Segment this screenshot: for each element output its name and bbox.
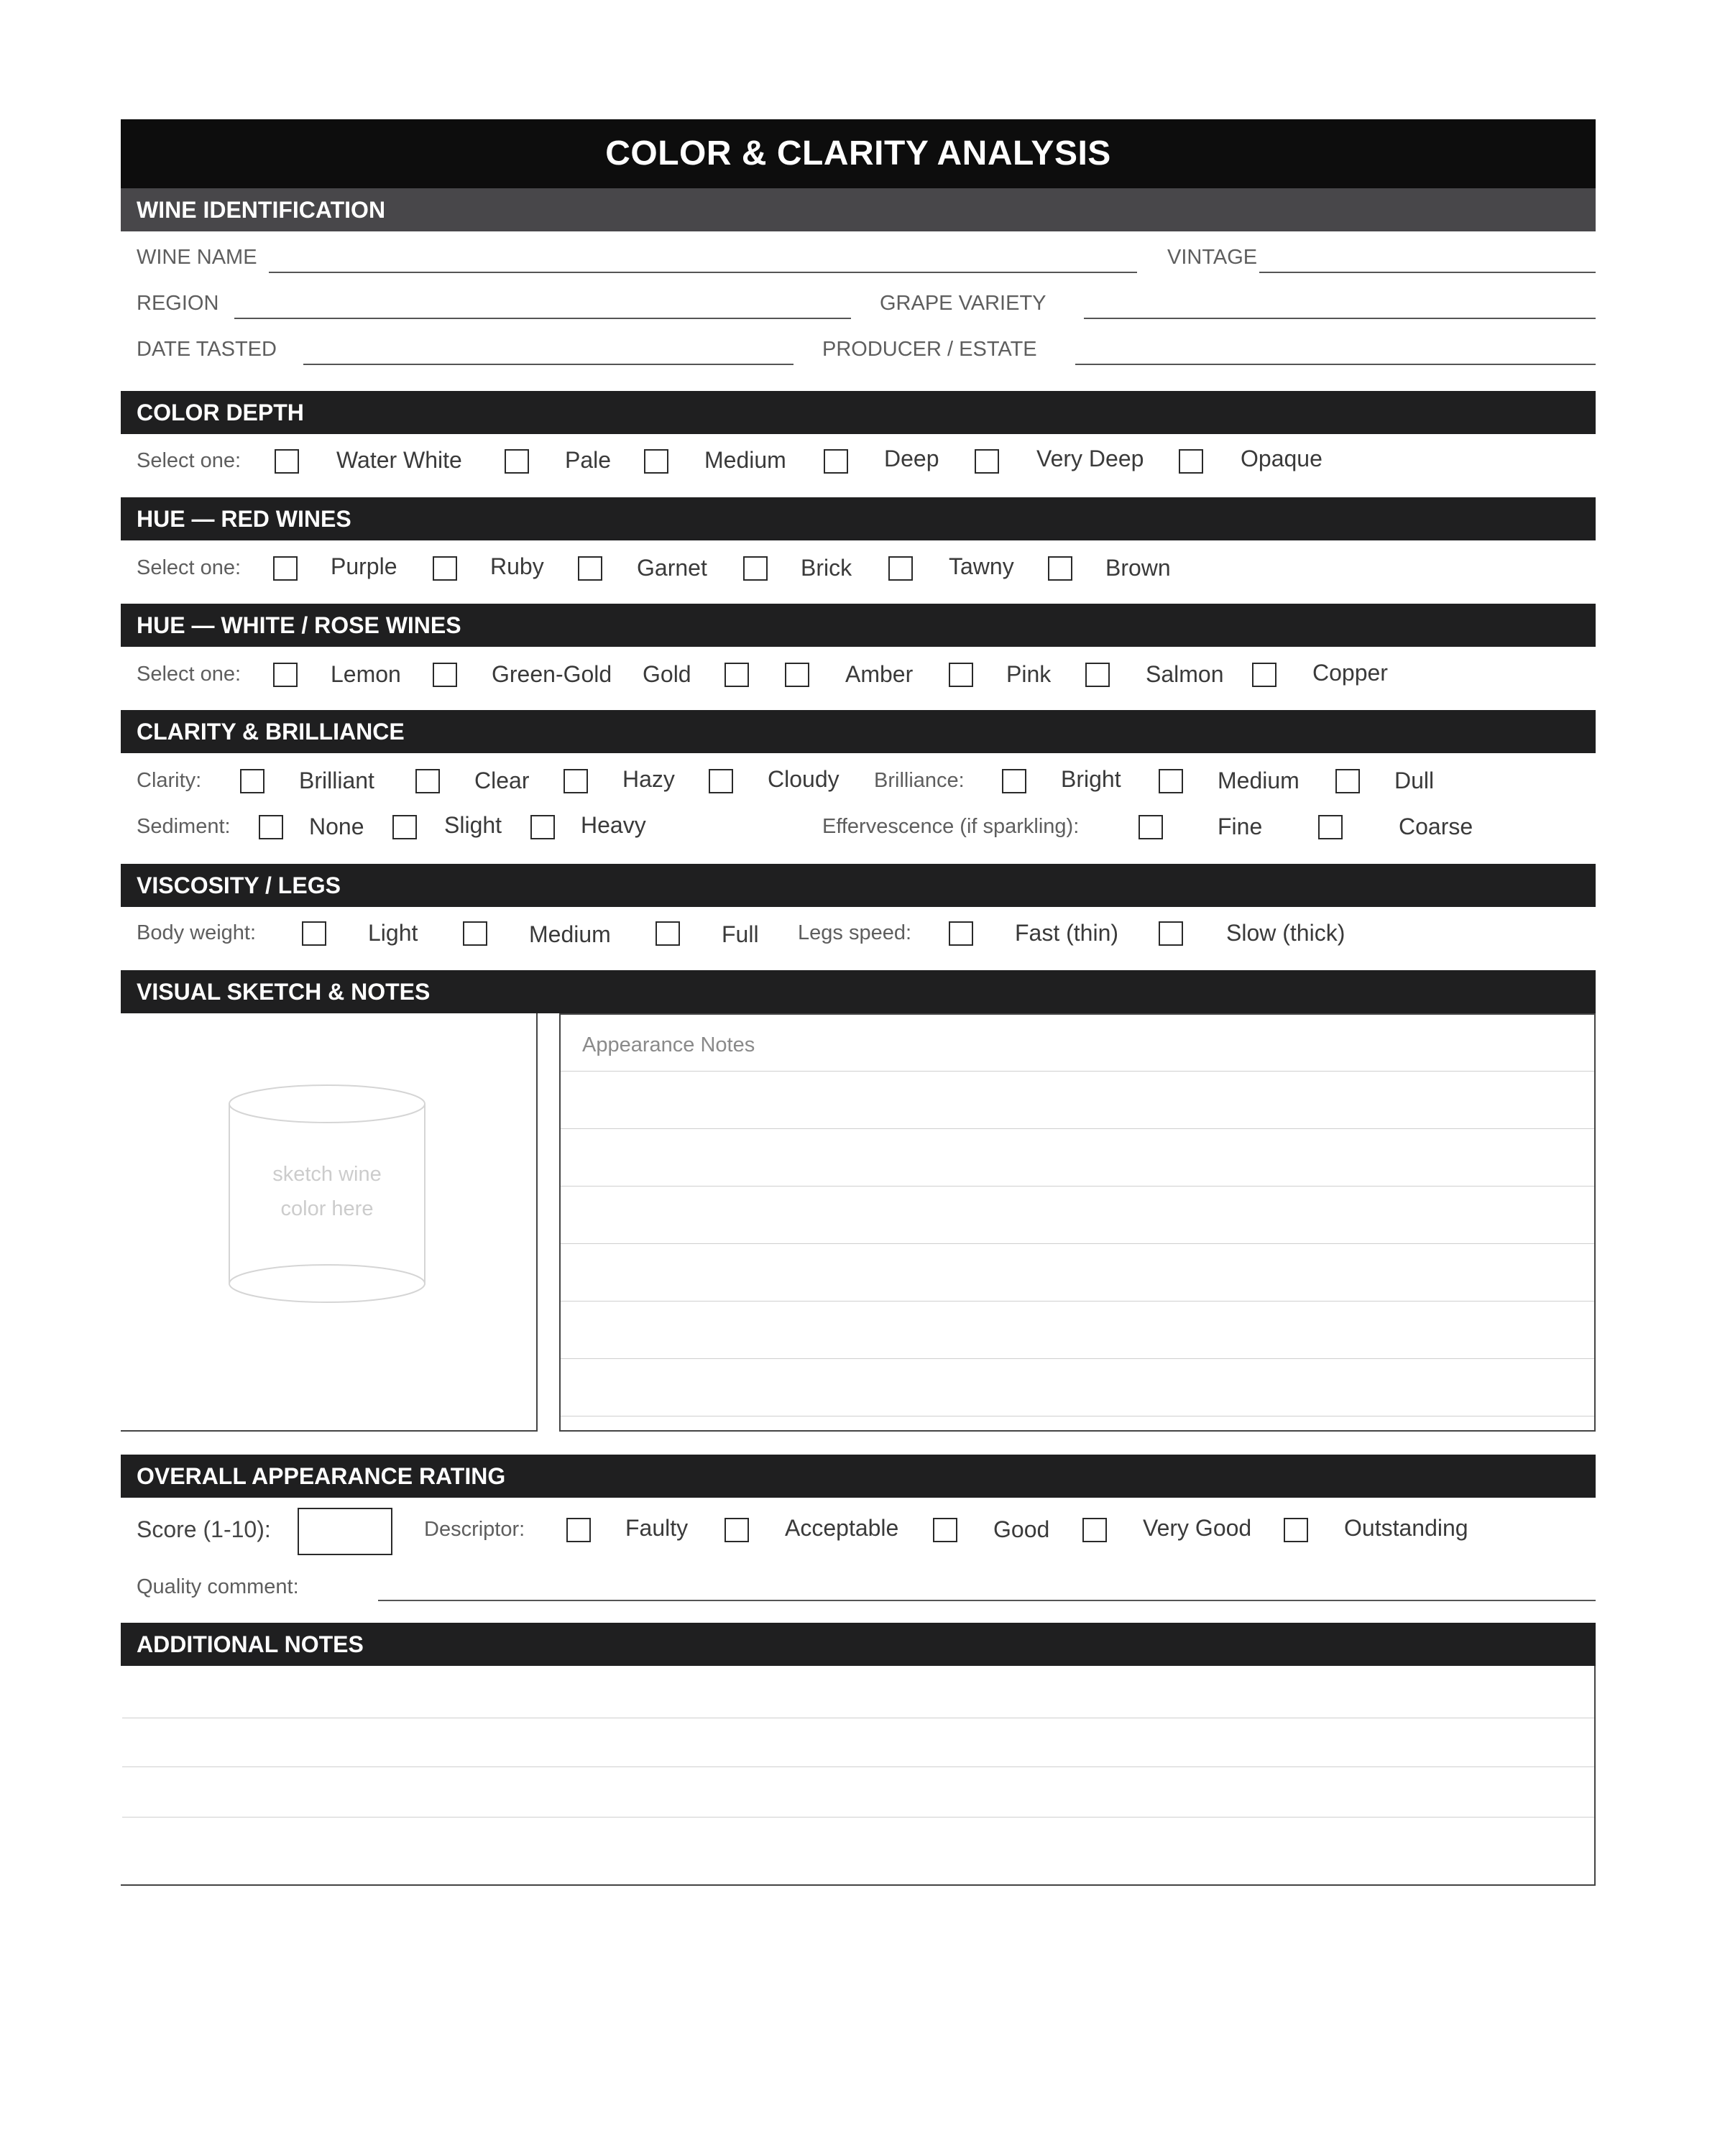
body-weight-label: Body weight: (137, 921, 257, 944)
option-very-good: Very Good (1143, 1515, 1252, 1541)
hue-red-prompt: Select one: (137, 556, 242, 579)
glass-outline-icon (223, 1078, 431, 1308)
checkbox-cloudy[interactable] (709, 769, 733, 793)
option-tawny: Tawny (949, 553, 1014, 579)
hue-white-header: HUE — WHITE / ROSE WINES (121, 604, 1596, 647)
hue-red-header: HUE — RED WINES (121, 497, 1596, 540)
option-salmon: Salmon (1146, 661, 1224, 687)
grape-variety-label: GRAPE VARIETY (880, 292, 1046, 315)
checkbox-good[interactable] (933, 1518, 957, 1542)
checkbox-hazy[interactable] (564, 769, 588, 793)
checkbox-pink[interactable] (949, 663, 973, 687)
checkbox-brilliance-medium[interactable] (1159, 769, 1183, 793)
option-coarse: Coarse (1399, 814, 1473, 839)
appearance-notes-label: Appearance Notes (582, 1033, 755, 1056)
checkbox-copper[interactable] (1252, 663, 1276, 687)
checkbox-clear[interactable] (415, 769, 440, 793)
option-legs-slow: Slow (thick) (1226, 920, 1346, 946)
score-input[interactable] (298, 1508, 392, 1555)
checkbox-water-white[interactable] (275, 449, 299, 474)
option-ruby: Ruby (490, 553, 544, 579)
checkbox-body-medium[interactable] (463, 921, 487, 946)
checkbox-legs-slow[interactable] (1159, 921, 1183, 946)
rating-header: OVERALL APPEARANCE RATING (121, 1455, 1596, 1498)
score-label: Score (1-10): (137, 1516, 271, 1542)
color-depth-prompt: Select one: (137, 449, 242, 472)
option-acceptable: Acceptable (785, 1515, 899, 1541)
checkbox-deep[interactable] (824, 449, 848, 474)
option-gold: Gold (643, 661, 691, 687)
wine-name-label: WINE NAME (137, 246, 257, 269)
grape-variety-field[interactable] (1084, 318, 1596, 319)
option-body-full: Full (722, 921, 759, 947)
option-body-light: Light (368, 920, 418, 946)
checkbox-body-light[interactable] (302, 921, 326, 946)
notes-rule (561, 1301, 1594, 1302)
option-copper: Copper (1312, 660, 1388, 686)
option-clear: Clear (474, 768, 530, 793)
hue-white-prompt: Select one: (137, 663, 242, 686)
region-label: REGION (137, 292, 219, 315)
option-brown: Brown (1105, 555, 1171, 581)
additional-notes-rule (122, 1766, 1594, 1767)
viscosity-header: VISCOSITY / LEGS (121, 864, 1596, 907)
checkbox-amber[interactable] (785, 663, 809, 687)
clarity-header: CLARITY & BRILLIANCE (121, 710, 1596, 753)
checkbox-outstanding[interactable] (1284, 1518, 1308, 1542)
checkbox-faulty[interactable] (566, 1518, 591, 1542)
checkbox-sediment-slight[interactable] (392, 815, 417, 839)
date-tasted-field[interactable] (303, 364, 794, 365)
option-brilliant: Brilliant (299, 768, 374, 793)
option-deep: Deep (884, 446, 939, 471)
additional-notes-header: ADDITIONAL NOTES (121, 1623, 1596, 1666)
option-faulty: Faulty (625, 1515, 689, 1541)
option-body-medium: Medium (529, 921, 611, 947)
checkbox-gold[interactable] (724, 663, 749, 687)
option-hazy: Hazy (622, 766, 675, 792)
option-dull: Dull (1394, 768, 1435, 793)
option-good: Good (993, 1516, 1050, 1542)
checkbox-very-good[interactable] (1082, 1518, 1107, 1542)
option-sediment-heavy: Heavy (581, 812, 646, 838)
option-opaque: Opaque (1241, 446, 1322, 471)
option-purple: Purple (331, 553, 397, 579)
effervescence-label: Effervescence (if sparkling): (822, 815, 1080, 838)
notes-rule (561, 1186, 1594, 1187)
checkbox-garnet[interactable] (578, 556, 602, 581)
checkbox-sediment-none[interactable] (259, 815, 283, 839)
form-title: COLOR & CLARITY ANALYSIS (121, 119, 1596, 188)
option-very-deep: Very Deep (1036, 446, 1144, 471)
checkbox-ruby[interactable] (433, 556, 457, 581)
checkbox-opaque[interactable] (1179, 449, 1203, 474)
option-brilliance-medium: Medium (1218, 768, 1300, 793)
region-field[interactable] (234, 318, 851, 319)
checkbox-brick[interactable] (743, 556, 768, 581)
option-bright: Bright (1061, 766, 1121, 792)
sketch-hint-line1: sketch wine (272, 1163, 382, 1186)
checkbox-tawny[interactable] (888, 556, 913, 581)
option-brick: Brick (801, 555, 852, 581)
option-lemon: Lemon (331, 661, 401, 687)
quality-comment-field[interactable] (378, 1600, 1596, 1601)
wine-identification-header: WINE IDENTIFICATION (121, 188, 1596, 231)
checkbox-fine[interactable] (1138, 815, 1163, 839)
option-fine: Fine (1218, 814, 1263, 839)
checkbox-medium-depth[interactable] (644, 449, 668, 474)
checkbox-pale[interactable] (505, 449, 529, 474)
descriptor-label: Descriptor: (424, 1518, 525, 1541)
checkbox-brilliant[interactable] (240, 769, 264, 793)
option-medium-depth: Medium (704, 447, 786, 473)
vintage-label: VINTAGE (1167, 246, 1258, 269)
clarity-label: Clarity: (137, 769, 202, 792)
sediment-label: Sediment: (137, 815, 231, 838)
checkbox-salmon[interactable] (1085, 663, 1110, 687)
option-water-white: Water White (336, 447, 462, 473)
additional-notes-box[interactable] (121, 1666, 1596, 1886)
appearance-notes-box[interactable] (559, 1013, 1596, 1432)
notes-rule (561, 1128, 1594, 1129)
sketch-header: VISUAL SKETCH & NOTES (121, 970, 1596, 1013)
option-pale: Pale (565, 447, 612, 473)
option-green-gold: Green-Gold (492, 661, 612, 687)
checkbox-dull[interactable] (1335, 769, 1360, 793)
producer-label: PRODUCER / ESTATE (822, 338, 1037, 361)
sketch-hint-line2: color here (280, 1197, 374, 1220)
checkbox-sediment-heavy[interactable] (530, 815, 555, 839)
checkbox-very-deep[interactable] (975, 449, 999, 474)
option-amber: Amber (845, 661, 914, 687)
color-depth-header: COLOR DEPTH (121, 391, 1596, 434)
checkbox-lemon[interactable] (273, 663, 298, 687)
checkbox-brown[interactable] (1048, 556, 1072, 581)
checkbox-coarse[interactable] (1318, 815, 1343, 839)
checkbox-bright[interactable] (1002, 769, 1026, 793)
option-pink: Pink (1006, 661, 1052, 687)
option-outstanding: Outstanding (1344, 1515, 1468, 1541)
notes-rule (561, 1358, 1594, 1359)
date-tasted-label: DATE TASTED (137, 338, 277, 361)
notes-rule (561, 1243, 1594, 1244)
checkbox-purple[interactable] (273, 556, 298, 581)
checkbox-legs-fast[interactable] (949, 921, 973, 946)
legs-speed-label: Legs speed: (798, 921, 912, 944)
additional-notes-rule (122, 1817, 1594, 1818)
option-cloudy: Cloudy (768, 766, 840, 792)
checkbox-body-full[interactable] (656, 921, 680, 946)
checkbox-green-gold[interactable] (433, 663, 457, 687)
option-sediment-none: None (309, 814, 364, 839)
checkbox-acceptable[interactable] (724, 1518, 749, 1542)
option-garnet: Garnet (637, 555, 707, 581)
wine-name-field[interactable] (269, 272, 1137, 273)
option-sediment-slight: Slight (444, 812, 502, 838)
option-legs-fast: Fast (thin) (1015, 920, 1119, 946)
brilliance-label: Brilliance: (874, 769, 965, 792)
quality-comment-label: Quality comment: (137, 1575, 299, 1598)
producer-field[interactable] (1075, 364, 1596, 365)
notes-rule (561, 1071, 1594, 1072)
vintage-field[interactable] (1259, 272, 1596, 273)
